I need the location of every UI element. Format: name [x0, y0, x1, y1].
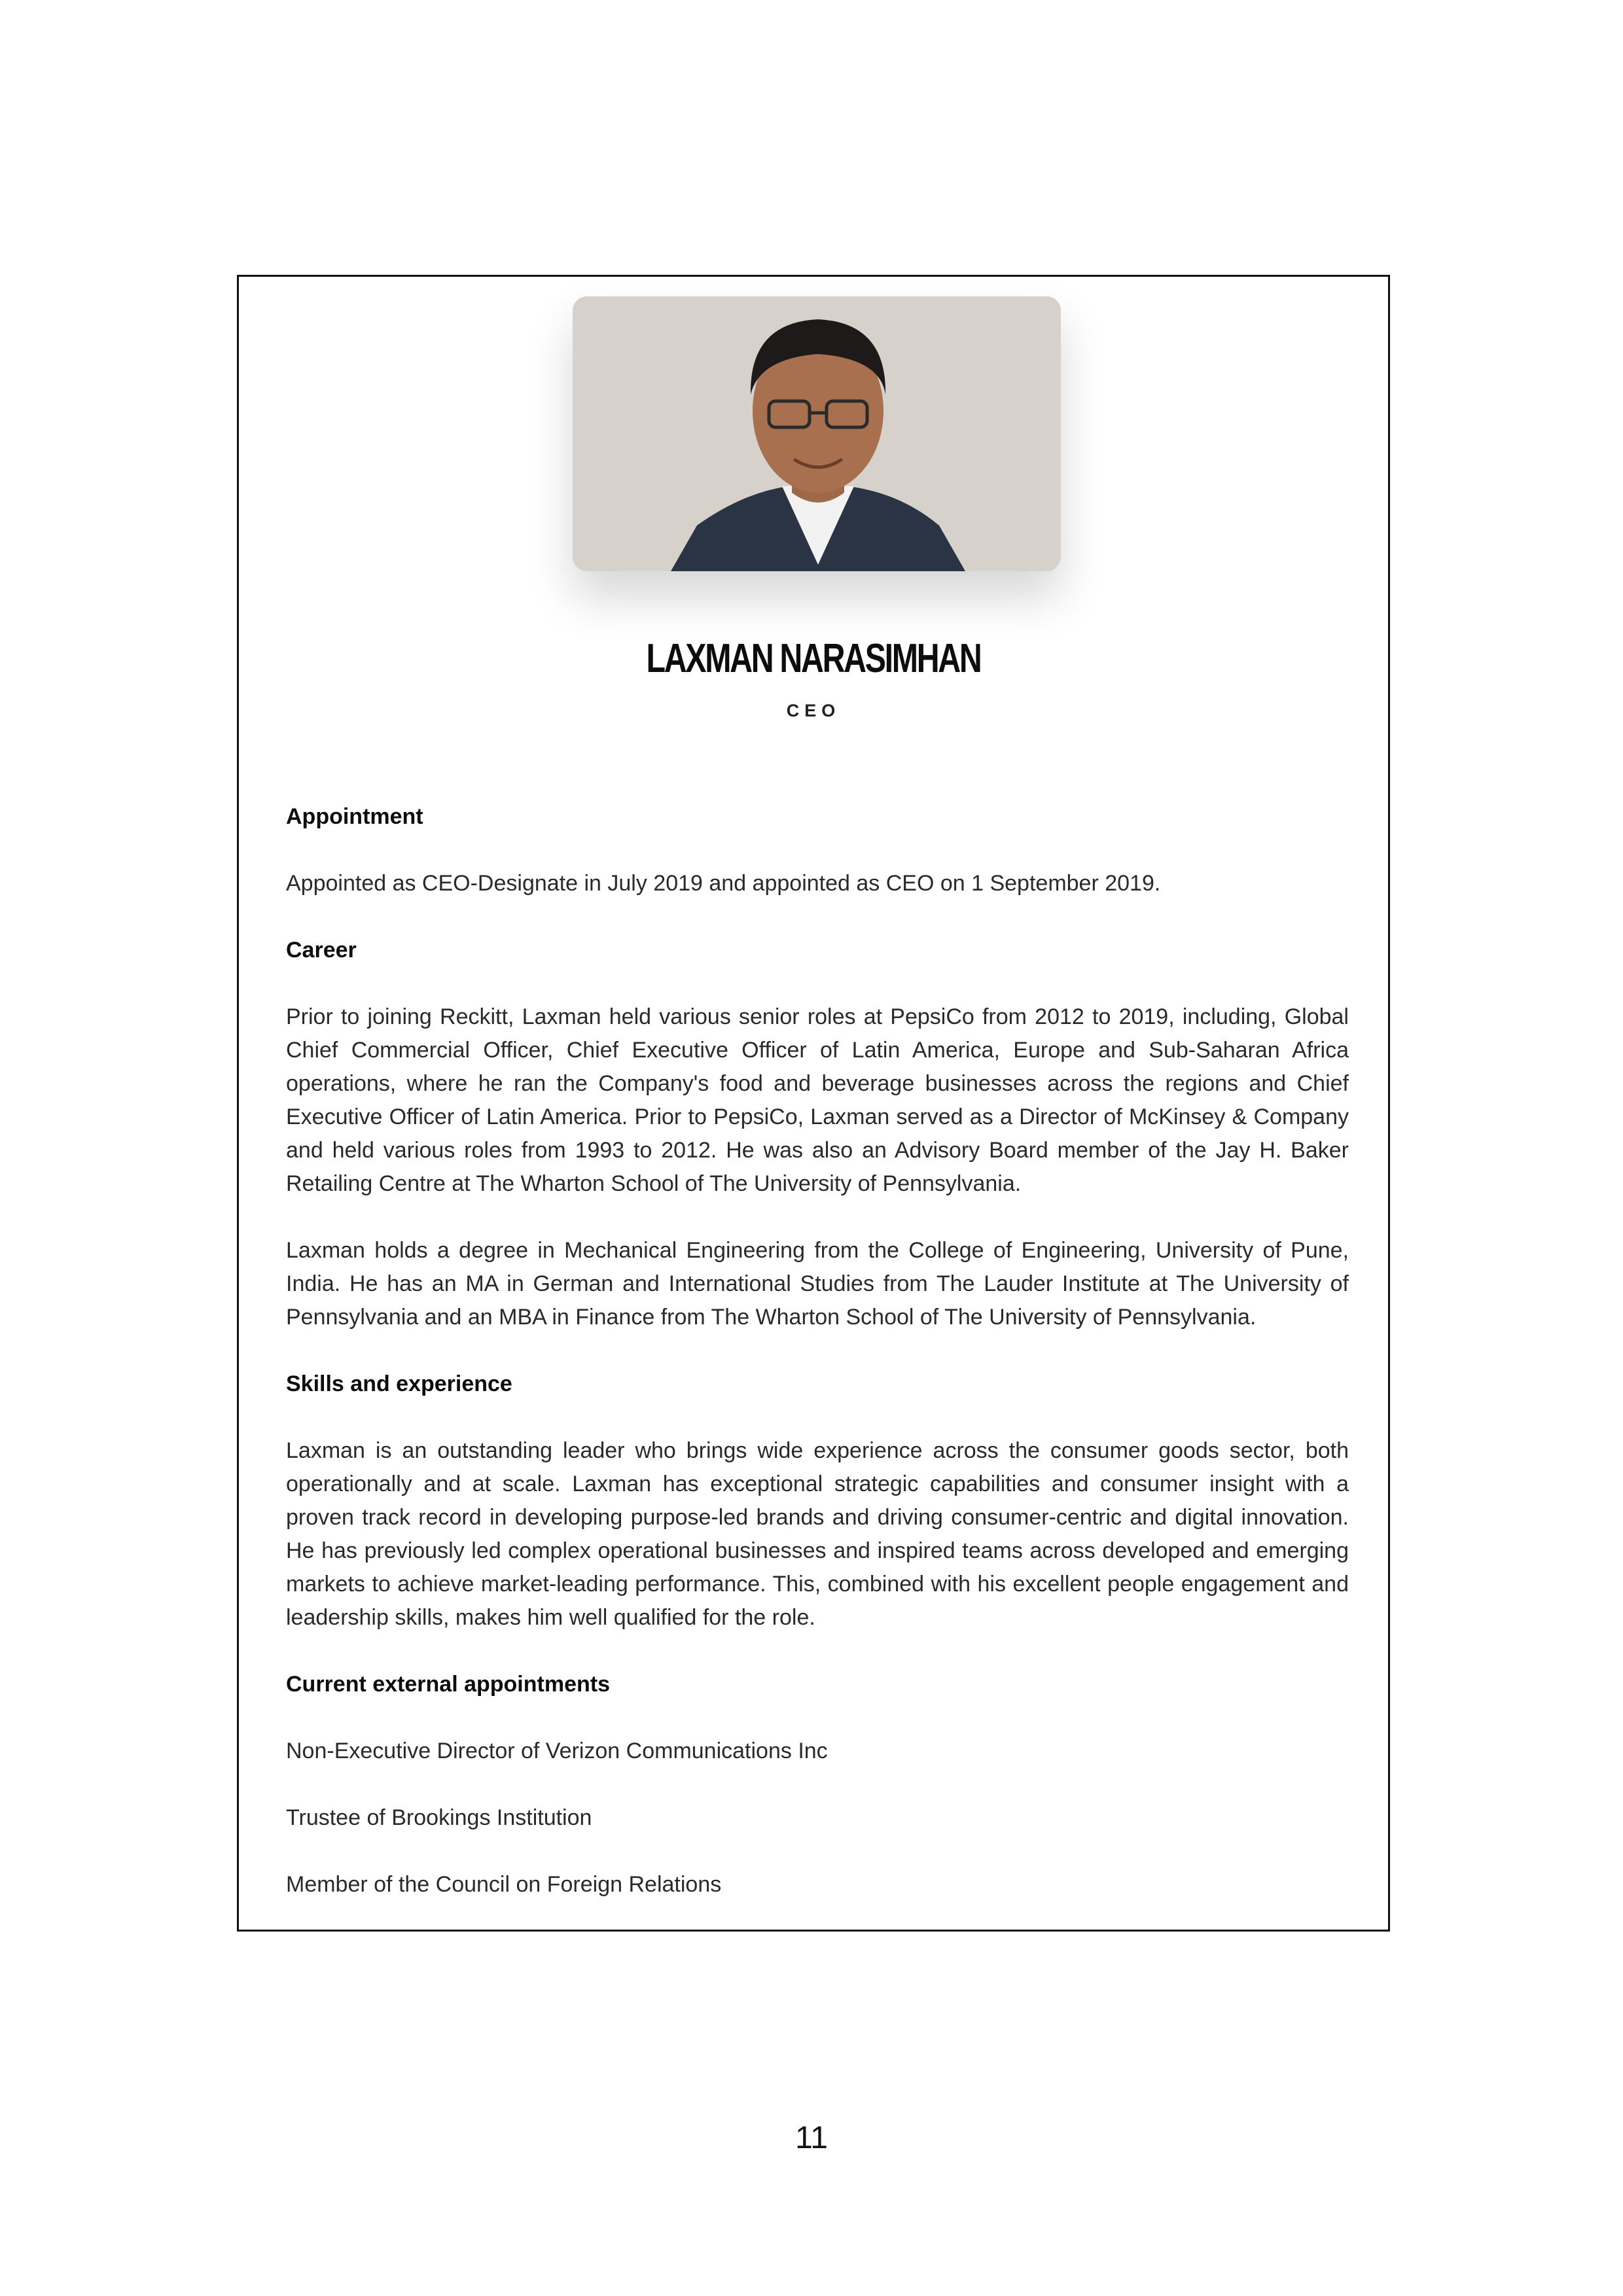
career-heading: Career: [286, 938, 357, 963]
page-number: 11: [795, 2121, 828, 2155]
bio-content: [286, 800, 1349, 1901]
skills-text: Laxman is an outstanding leader who brings wide experience across the consumer goods sector, both operationally and at scale. Laxman has exceptional strategic capabilities and consumer insight with a proven track record in developing purpose-led brands and driving consumer-centric and digital innovation. He has previously led complex operational businesses and inspired teams across developed and emerging markets to achieve market-leading performance. This, combined with his excellent people engagement and leadership skills, makes him well qualified for the role.: [286, 1438, 1349, 1630]
external-appointment-item: Non-Executive Director of Verizon Communications Inc: [286, 1739, 828, 1763]
portrait-photo: [573, 296, 1061, 571]
career-paragraph-2: Laxman holds a degree in Mechanical Engineering from the College of Engineering, University of Pune, India. He has an MA in German and International Studies from The Lauder Institute at The University of Pennsylvania and an MBA in Finance from The Wharton School of The University of Pennsylvania.: [286, 1238, 1349, 1330]
portrait-illustration: [573, 296, 1061, 571]
person-name: LAXMAN NARASIMHAN: [646, 636, 981, 681]
appointment-text: Appointed as CEO-Designate in July 2019 and appointed as CEO on 1 September 2019.: [286, 871, 1161, 896]
external-appointment-item: Member of the Council on Foreign Relations: [286, 1872, 722, 1897]
profile-card: [237, 275, 1390, 1932]
appointment-heading: Appointment: [286, 804, 423, 829]
skills-heading: Skills and experience: [286, 1371, 512, 1396]
career-paragraph-1: Prior to joining Reckitt, Laxman held various senior roles at PepsiCo from 2012 to 2019, including, Global Chief Commercial Officer, Chief Executive Officer of Latin America, Europe and Sub-Saharan Africa operations, where he ran the Company's food and beverage businesses across the regions and Chief Executive Officer of Latin America. Prior to PepsiCo, Laxman served as a Director of McKinsey & Company and held various roles from 1993 to 2012. He was also an Advisory Board member of the Jay H. Baker Retailing Centre at The Wharton School of The University of Pennsylvania.: [286, 1004, 1349, 1196]
external-appointment-item: Trustee of Brookings Institution: [286, 1805, 592, 1830]
person-role: CEO: [786, 701, 841, 720]
external-appointments-heading: Current external appointments: [286, 1672, 610, 1697]
